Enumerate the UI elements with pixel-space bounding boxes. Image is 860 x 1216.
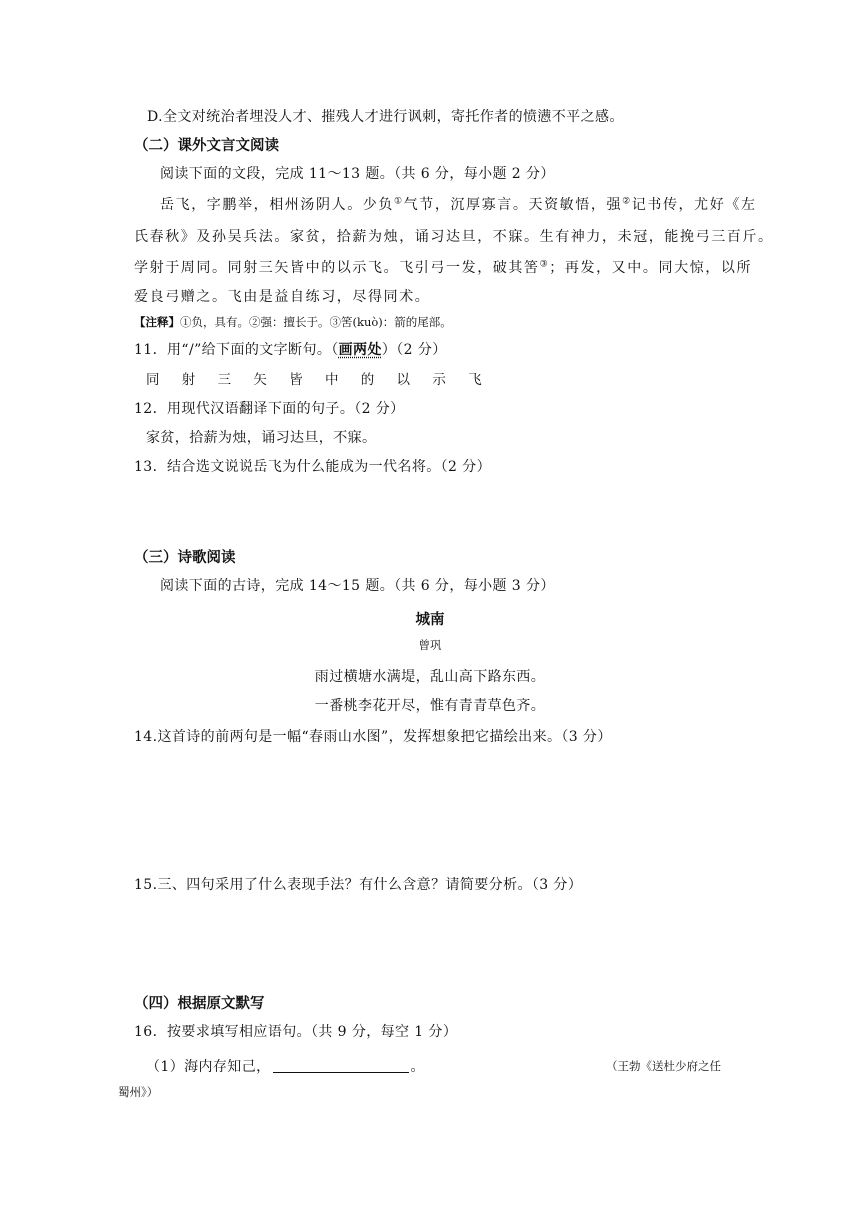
question-12-sentence: 家贫，拾薪为烛，诵习达旦，不寐。 [146, 430, 377, 446]
section2-heading: （二）课外文言文阅读 [134, 138, 279, 154]
footnote-marker: ① [394, 196, 404, 207]
section3-heading: （三）诗歌阅读 [134, 550, 236, 566]
passage-line-3 [134, 257, 752, 277]
passage-text: 岳飞，字鹏举，相州汤阴人。少负 [160, 197, 394, 213]
answer-blank[interactable] [273, 1058, 409, 1073]
question-16: 16．按要求填写相应语句。（共 9 分，每空 1 分） [134, 1024, 458, 1040]
passage-text: 学射于周同。同射三矢皆中的以示飞。飞引弓一发，破其筈 [134, 260, 540, 276]
fill-item-1-suffix: 。 [410, 1059, 425, 1075]
fill-item-1 [146, 1056, 425, 1076]
option-d: D.全文对统治者埋没人才、摧残人才进行讽刺，寄托作者的愤懑不平之感。 [147, 109, 624, 125]
question-11 [134, 339, 447, 359]
source-citation: （王勃《送杜少府之任 [606, 1059, 721, 1073]
source-citation-continued: 蜀州》） [118, 1085, 159, 1099]
question-14: 14.这首诗的前两句是一幅“春雨山水图”，发挥想象把它描绘出来。（3 分） [134, 729, 612, 745]
annotation-label: 【注释】 [134, 315, 180, 329]
question-12: 12．用现代汉语翻译下面的句子。（2 分） [134, 401, 405, 417]
poem-author: 曾巩 [418, 638, 442, 652]
footnote-marker: ③ [539, 259, 550, 270]
passage-text: ；再发，又中。同大惊，以所 [549, 260, 753, 276]
question-11-sentence: 同 射 三 矢 皆 中 的 以 示 飞 [146, 372, 491, 388]
section4-heading: （四）根据原文默写 [134, 996, 265, 1012]
passage-line-1 [160, 194, 757, 214]
footnote-marker: ② [622, 196, 632, 207]
passage-text: 气节，沉厚寡言。天资敏悟，强 [403, 197, 623, 213]
question-11-tail: ）（2 分） [381, 342, 447, 358]
question-13: 13．结合选文说说岳飞为什么能成为一代名将。（2 分） [134, 459, 491, 475]
fill-item-1-prefix: （1）海内存知己， [146, 1059, 271, 1075]
question-11-emphasis: 画两处 [338, 342, 382, 358]
poem-line-2: 一番桃李花开尽，惟有青青草色齐。 [314, 698, 546, 714]
annotation [134, 314, 452, 330]
poem-title: 城南 [415, 612, 445, 628]
section2-instruction: 阅读下面的文段，完成 11～13 题。（共 6 分，每小题 2 分） [160, 166, 555, 182]
question-15: 15.三、四句采用了什么表现手法？有什么含意？请简要分析。（3 分） [134, 877, 583, 893]
passage-text: 记书传，尤好《左 [631, 197, 757, 213]
passage-line-4: 爱良弓赠之。飞由是益自练习，尽得同术。 [134, 289, 431, 305]
annotation-text: ①负，具有。②强：擅长于。③筈(kuò)：箭的尾部。 [180, 315, 452, 329]
question-11-text: 11．用“/”给下面的文字断句。（ [134, 342, 339, 358]
passage-line-2: 氏春秋》及孙吴兵法。家贫，拾薪为烛，诵习达旦，不寐。生有神力，未冠，能挽弓三百斤。 [134, 229, 774, 245]
section3-instruction: 阅读下面的古诗，完成 14～15 题。（共 6 分，每小题 3 分） [160, 578, 555, 594]
poem-line-1: 雨过横塘水满堤，乱山高下路东西。 [314, 669, 546, 685]
